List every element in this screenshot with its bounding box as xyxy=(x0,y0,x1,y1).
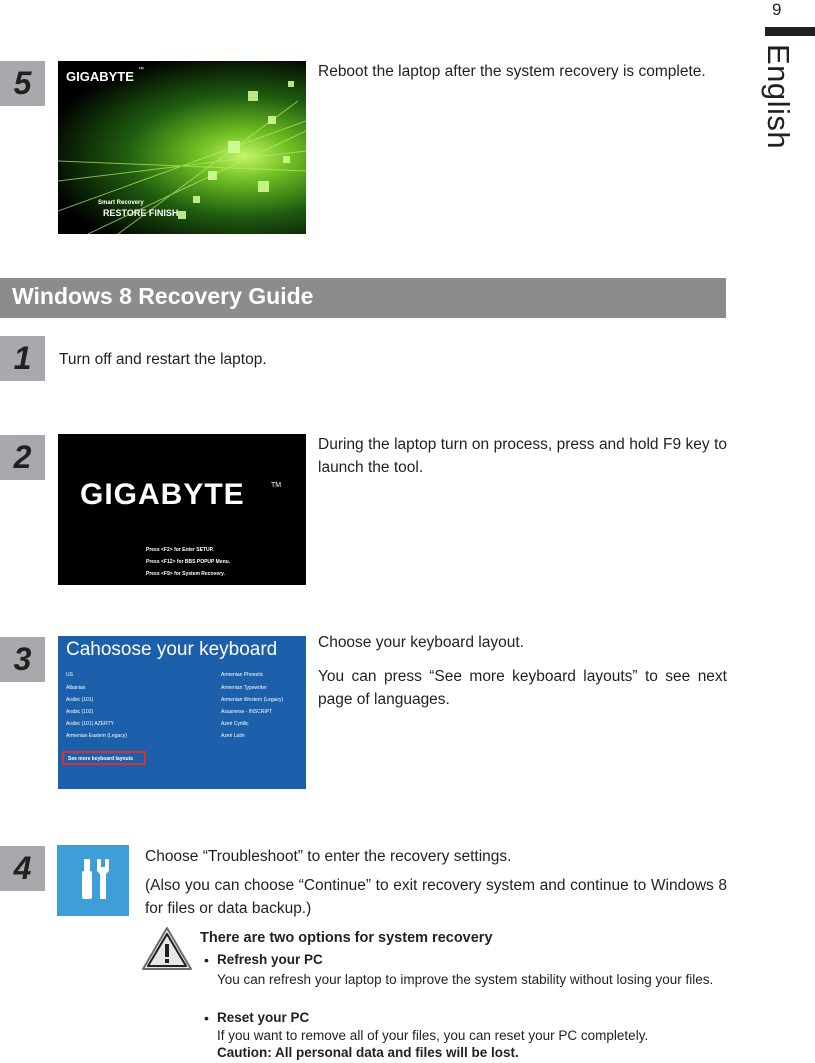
restore-finish-label: RESTORE FINISH xyxy=(103,208,179,218)
step-2-text: During the laptop turn on process, press and hold F9 key to launch the tool. xyxy=(318,436,727,476)
step-4-text-2: (Also you can choose “Continue” to exit recovery system and continue to Windows 8 for files or data backup.) xyxy=(145,877,727,917)
bullet-icon: • xyxy=(204,952,209,968)
language-tab-bar xyxy=(765,27,815,36)
step-3-text-2: You can press “See more keyboard layouts” to see next page of languages. xyxy=(318,668,727,708)
section-banner xyxy=(0,278,726,318)
reset-text: If you want to remove all of your files, you can reset your PC completely. xyxy=(217,1028,649,1043)
layout-option: US xyxy=(66,672,73,678)
step-3-text-1: Choose your keyboard layout. xyxy=(318,634,524,651)
step-5-number: 5 xyxy=(0,61,45,106)
tools-icon xyxy=(57,845,129,916)
step-3-number: 3 xyxy=(0,637,45,682)
keyboard-screen-title: Cahosose your keyboard xyxy=(66,639,278,660)
step-1-text: Turn off and restart the laptop. xyxy=(59,351,267,368)
gigabyte-logo: GIGABYTE xyxy=(66,69,134,84)
restore-finish-screenshot xyxy=(58,61,306,234)
step-5-text: Reboot the laptop after the system recovery is complete. xyxy=(318,63,706,80)
layout-option: Azeri Latin xyxy=(221,733,245,739)
see-more-layouts-link: See more keyboard layouts xyxy=(62,751,146,765)
layout-option: Arabic (101) xyxy=(66,697,94,703)
boot-line-2: Press <F12> for BBS POPUP Menu. xyxy=(146,559,231,565)
layout-option: Azeri Cyrillic xyxy=(221,721,249,727)
gigabyte-logo: GIGABYTE xyxy=(80,478,245,511)
layout-option: Arabic (102) xyxy=(66,709,94,715)
step-1-number: 1 xyxy=(0,336,45,381)
bullet-icon: • xyxy=(204,1010,209,1026)
layout-option: Armenian Typewriter xyxy=(221,685,267,691)
page-number: 9 xyxy=(772,0,782,19)
smart-recovery-label: Smart Recovery xyxy=(98,200,144,206)
layout-option: Armenian Phonetic xyxy=(221,672,264,678)
boot-line-3: Press <F9> for System Recovery. xyxy=(146,571,225,577)
step-2-number: 2 xyxy=(0,435,45,480)
boot-line-1: Press <F2> for Enter SETUP. xyxy=(146,547,214,553)
section-title: Windows 8 Recovery Guide xyxy=(12,283,314,309)
warning-icon xyxy=(141,925,193,972)
refresh-text: You can refresh your laptop to improve the system stability without losing your files. xyxy=(217,972,714,987)
light-streak-graphic xyxy=(58,61,306,234)
layout-option: Armenian Western (Legacy) xyxy=(221,697,284,703)
step-4-text-1: Choose “Troubleshoot” to enter the recovery settings. xyxy=(145,848,512,865)
reset-title: Reset your PC xyxy=(217,1010,310,1025)
trademark-mark: TM xyxy=(271,482,282,489)
layout-option: Albanian xyxy=(66,685,86,691)
language-tab-label: English xyxy=(761,44,796,150)
layout-option: Arabic (101) AZERTY xyxy=(66,721,114,727)
trademark-mark: ™ xyxy=(138,67,144,73)
layout-option: Armenian Eastern (Legacy) xyxy=(66,733,127,739)
step-4-number: 4 xyxy=(0,846,45,891)
caution-text: Caution: All personal data and files will be lost. xyxy=(217,1045,519,1060)
options-heading: There are two options for system recovery xyxy=(200,930,493,946)
refresh-title: Refresh your PC xyxy=(217,952,323,967)
boot-screen-screenshot xyxy=(58,434,306,585)
keyboard-layout-screenshot xyxy=(58,636,306,789)
layout-option: Assamese - INSCRIPT xyxy=(221,709,273,715)
